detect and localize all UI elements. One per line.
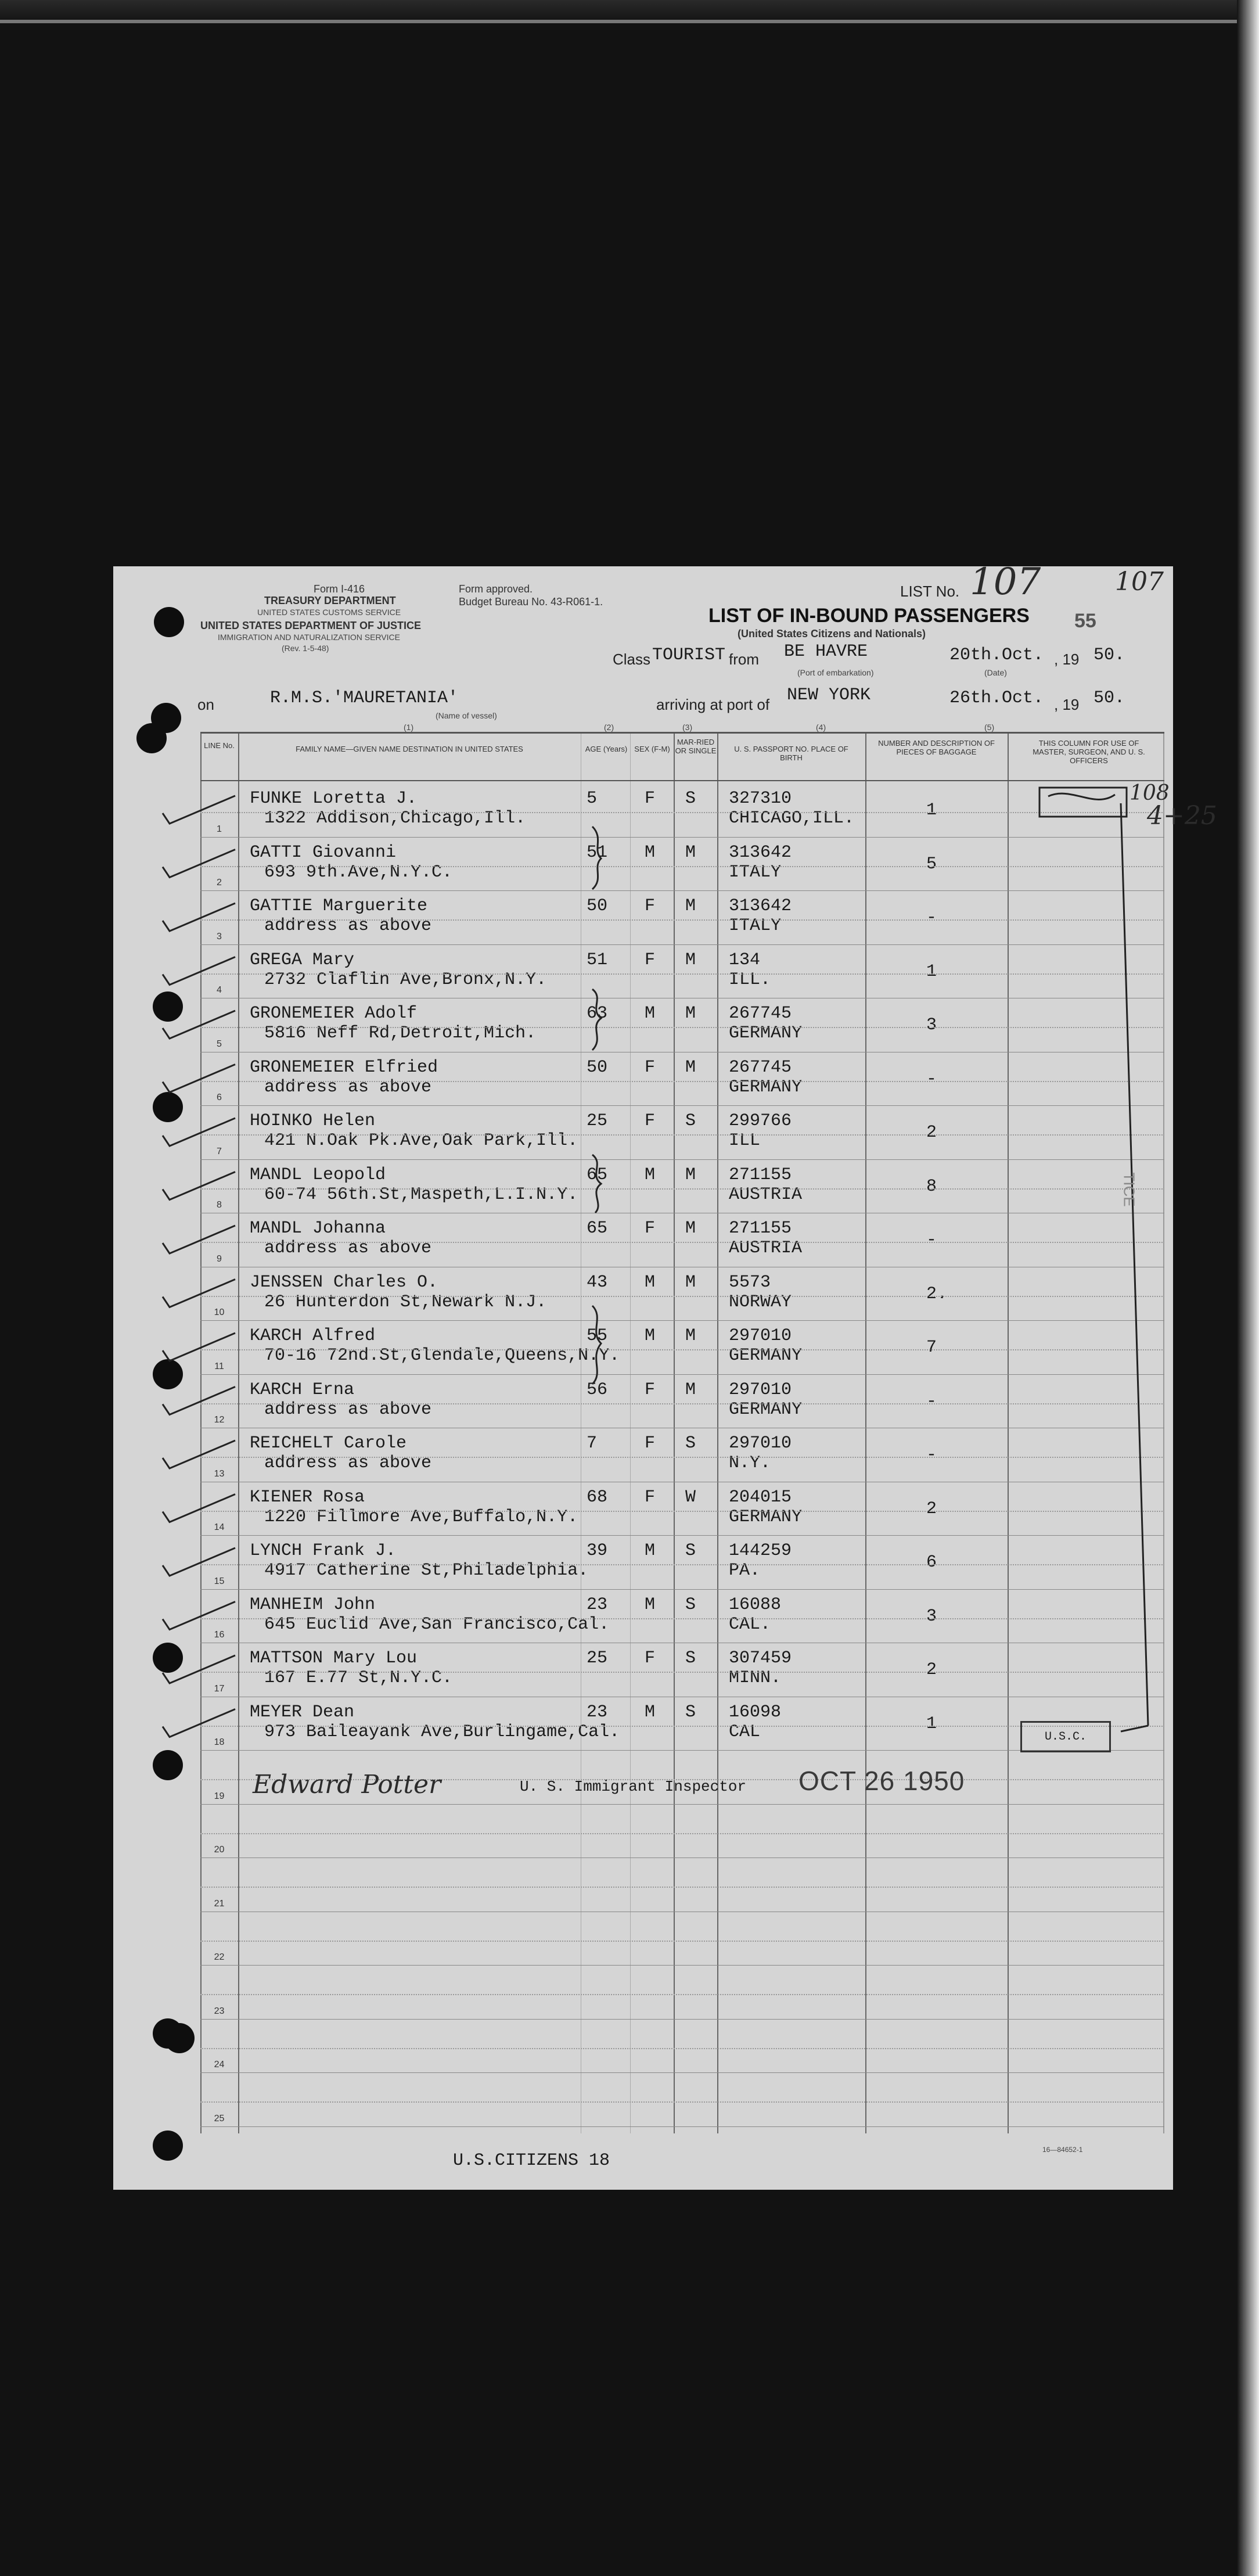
justice-dept: UNITED STATES DEPARTMENT OF JUSTICE bbox=[200, 620, 422, 631]
destination-address: 421 N.Oak Pk.Ave,Oak Park,Ill. bbox=[264, 1131, 578, 1151]
passport-number: 313642 bbox=[729, 896, 792, 916]
citizens-total: U.S.CITIZENS 18 bbox=[453, 2151, 610, 2171]
margin-check-mark bbox=[163, 796, 235, 824]
place-of-birth: AUSTRIA bbox=[729, 1184, 803, 1205]
marital-status-cell: M bbox=[685, 1219, 696, 1238]
place-of-birth: NORWAY bbox=[729, 1292, 792, 1312]
destination-address: 1220 Fillmore Ave,Buffalo,N.Y. bbox=[264, 1507, 578, 1527]
age-cell: 43 bbox=[587, 1272, 608, 1292]
sex-cell: M bbox=[645, 1272, 656, 1292]
place-of-birth: AUSTRIA bbox=[729, 1238, 803, 1258]
passenger-name: MANDL Johanna bbox=[250, 1219, 386, 1238]
baggage-count: - bbox=[926, 908, 937, 928]
marital-status-cell: M bbox=[685, 950, 696, 970]
margin-check-mark bbox=[163, 1065, 235, 1093]
passport-number: 327310 bbox=[729, 789, 792, 809]
sex-cell: F bbox=[645, 1111, 656, 1131]
passport-number: 313642 bbox=[729, 842, 792, 863]
row-number: 1 bbox=[217, 824, 222, 834]
row-number: 6 bbox=[217, 1093, 222, 1102]
col-header-name: FAMILY NAME—GIVEN NAME DESTINATION IN UNITED STATES bbox=[296, 745, 523, 753]
marital-status-cell: M bbox=[685, 1272, 696, 1292]
arrival-port: NEW YORK bbox=[787, 685, 871, 705]
marital-status-cell: S bbox=[685, 1594, 696, 1615]
print-code: 16—84652-1 bbox=[1042, 2146, 1083, 2154]
passenger-name: KARCH Erna bbox=[250, 1379, 355, 1400]
age-cell: 39 bbox=[587, 1541, 608, 1561]
passport-number: 299766 bbox=[729, 1111, 792, 1131]
margin-check-mark bbox=[163, 1387, 235, 1415]
list-title: LIST OF IN-BOUND PASSENGERS bbox=[708, 605, 1030, 627]
sex-cell: F bbox=[645, 789, 656, 809]
form-number: Form I-416 bbox=[314, 583, 365, 595]
row-number: 24 bbox=[214, 2060, 225, 2070]
destination-address: 693 9th.Ave,N.Y.C. bbox=[264, 862, 453, 882]
destination-address: address as above bbox=[264, 1238, 432, 1258]
margin-check-mark bbox=[163, 1709, 235, 1737]
baggage-count: 2 bbox=[926, 1123, 937, 1143]
col-index-1: (1) bbox=[404, 723, 414, 732]
destination-address: 2732 Claflin Ave,Bronx,N.Y. bbox=[264, 969, 547, 990]
col-index-2: (2) bbox=[604, 723, 614, 732]
corner-number: 107 bbox=[1115, 567, 1164, 597]
col-header-married: MAR-RIED OR SINGLE bbox=[675, 738, 717, 755]
destination-address: 70-16 72nd.St,Glendale,Queens,N.Y. bbox=[264, 1346, 620, 1366]
sex-cell: F bbox=[645, 1648, 656, 1668]
marital-status-cell: W bbox=[685, 1487, 696, 1507]
passport-number: 267745 bbox=[729, 1057, 792, 1077]
sex-cell: M bbox=[645, 1702, 656, 1722]
marital-status-cell: M bbox=[685, 1379, 696, 1400]
age-cell: 51 bbox=[587, 842, 608, 863]
embark-port: BE HAVRE bbox=[784, 642, 868, 662]
col-index-4: (4) bbox=[816, 723, 826, 732]
class-value: TOURIST bbox=[652, 645, 726, 665]
marital-status-cell: S bbox=[685, 1702, 696, 1722]
place-of-birth: GERMANY bbox=[729, 1023, 803, 1043]
col-index-3: (3) bbox=[682, 723, 693, 732]
row-number: 4 bbox=[217, 985, 222, 995]
family-bracket bbox=[592, 1306, 601, 1384]
passenger-name: GATTIE Marguerite bbox=[250, 896, 428, 916]
place-of-birth: N.Y. bbox=[729, 1453, 771, 1473]
place-of-birth: ILL bbox=[729, 1131, 761, 1151]
destination-address: 1322 Addison,Chicago,Ill. bbox=[264, 809, 526, 828]
budget-bureau: Budget Bureau No. 43-R061-1. bbox=[459, 596, 603, 608]
passenger-name: GREGA Mary bbox=[250, 950, 355, 970]
margin-checks-layer bbox=[157, 734, 241, 1756]
sex-cell: M bbox=[645, 1165, 656, 1185]
passport-number: 297010 bbox=[729, 1326, 792, 1346]
row-number: 23 bbox=[214, 2006, 225, 2016]
arrival-date: 26th.Oct. bbox=[949, 688, 1044, 708]
margin-check-mark bbox=[163, 903, 235, 931]
age-cell: 56 bbox=[587, 1379, 608, 1400]
depart-year-prefix: , 19 bbox=[1054, 651, 1080, 668]
col-header-baggage: NUMBER AND DESCRIPTION OF PIECES OF BAGGAGE bbox=[878, 739, 995, 756]
vessel-name: R.M.S.'MAURETANIA' bbox=[270, 688, 459, 708]
on-label: on bbox=[197, 696, 214, 713]
col-header-age: AGE (Years) bbox=[585, 745, 628, 753]
row-number: 5 bbox=[217, 1039, 222, 1049]
arrival-year: 50. bbox=[1093, 688, 1125, 708]
margin-check-mark bbox=[163, 1655, 235, 1683]
place-of-birth: ITALY bbox=[729, 916, 782, 936]
passenger-name: GRONEMEIER Elfried bbox=[250, 1057, 438, 1077]
age-cell: 51 bbox=[587, 950, 608, 970]
row-number: 18 bbox=[214, 1737, 225, 1747]
page-number: 55 bbox=[1074, 610, 1096, 632]
margin-check-mark bbox=[163, 850, 235, 878]
passenger-name: MANDL Leopold bbox=[250, 1165, 386, 1185]
place-of-birth: CAL. bbox=[729, 1614, 771, 1634]
sex-cell: M bbox=[645, 1594, 656, 1615]
place-of-birth: GERMANY bbox=[729, 1507, 803, 1527]
row-number: 17 bbox=[214, 1683, 225, 1694]
passenger-name: HOINKO Helen bbox=[250, 1111, 376, 1131]
baggage-count: - bbox=[926, 1069, 937, 1089]
place-of-birth: ILL. bbox=[729, 969, 771, 990]
destination-address: 645 Euclid Ave,San Francisco,Cal. bbox=[264, 1614, 610, 1634]
baggage-count: 1 bbox=[926, 961, 937, 982]
marital-status-cell: S bbox=[685, 1648, 696, 1668]
marital-status-cell: M bbox=[685, 896, 696, 916]
marital-status-cell: S bbox=[685, 1541, 696, 1561]
destination-address: 167 E.77 St,N.Y.C. bbox=[264, 1668, 453, 1688]
baggage-count: 6 bbox=[926, 1553, 937, 1572]
passport-number: 134 bbox=[729, 950, 761, 970]
arriving-label: arriving at port of bbox=[656, 696, 770, 713]
margin-check-mark bbox=[163, 1333, 235, 1361]
baggage-count: - bbox=[926, 1445, 937, 1465]
passport-number: 16098 bbox=[729, 1702, 782, 1722]
date-caption: (Date) bbox=[984, 668, 1007, 677]
passport-number: 267745 bbox=[729, 1004, 792, 1023]
list-subtitle: (United States Citizens and Nationals) bbox=[738, 628, 926, 639]
sex-cell: F bbox=[645, 896, 656, 916]
treasury-dept: TREASURY DEPARTMENT bbox=[264, 595, 396, 606]
passenger-name: JENSSEN Charles O. bbox=[250, 1272, 438, 1292]
passenger-name: MATTSON Mary Lou bbox=[250, 1648, 418, 1668]
passport-number: 144259 bbox=[729, 1541, 792, 1561]
officer-note-2: 4+25 bbox=[1147, 801, 1217, 831]
destination-address: address as above bbox=[264, 1399, 432, 1420]
margin-check-mark bbox=[163, 1011, 235, 1039]
row-number: 11 bbox=[214, 1361, 224, 1371]
passport-number: 297010 bbox=[729, 1379, 792, 1400]
marital-status-cell: S bbox=[685, 1433, 696, 1453]
customs-service: UNITED STATES CUSTOMS SERVICE bbox=[257, 608, 401, 617]
baggage-count: 2. bbox=[926, 1284, 948, 1304]
margin-check-mark bbox=[163, 957, 235, 985]
baggage-count: 3 bbox=[926, 1606, 937, 1626]
baggage-count: - bbox=[926, 1391, 937, 1411]
scan-right-edge bbox=[1237, 0, 1259, 2576]
row-number: 9 bbox=[217, 1253, 222, 1264]
age-cell: 25 bbox=[587, 1111, 608, 1131]
age-cell: 23 bbox=[587, 1702, 608, 1722]
citizen-stamp: U.S.C. bbox=[1020, 1721, 1111, 1752]
form-approved: Form approved. bbox=[459, 583, 533, 595]
age-cell: 65 bbox=[587, 1165, 608, 1185]
margin-check-mark bbox=[163, 1548, 235, 1576]
destination-address: 973 Baileayank Ave,Burlingame,Cal. bbox=[264, 1722, 620, 1742]
sex-cell: F bbox=[645, 1219, 656, 1238]
punch-hole bbox=[154, 607, 184, 637]
destination-address: address as above bbox=[264, 916, 432, 936]
edge-text: TICE bbox=[1120, 1172, 1138, 1207]
passport-number: 204015 bbox=[729, 1487, 792, 1507]
family-bracket bbox=[592, 989, 601, 1050]
destination-address: 4917 Catherine St,Philadelphia. bbox=[264, 1561, 589, 1580]
list-label: LIST No. bbox=[900, 583, 960, 600]
marital-status-cell: M bbox=[685, 1057, 696, 1077]
baggage-count: 7 bbox=[926, 1338, 937, 1357]
family-bracket bbox=[592, 1155, 601, 1213]
passport-number: 297010 bbox=[729, 1433, 792, 1453]
destination-address: 60-74 56th.St,Maspeth,L.I.N.Y. bbox=[264, 1184, 578, 1205]
sex-cell: F bbox=[645, 1487, 656, 1507]
baggage-count: 2 bbox=[926, 1660, 937, 1680]
margin-check-mark bbox=[163, 1226, 235, 1253]
baggage-count: 5 bbox=[926, 854, 937, 874]
passenger-name: FUNKE Loretta J. bbox=[250, 789, 418, 809]
passenger-name: GRONEMEIER Adolf bbox=[250, 1004, 418, 1023]
row-number: 7 bbox=[217, 1146, 222, 1156]
scan-edge-line bbox=[0, 20, 1237, 23]
age-cell: 50 bbox=[587, 1057, 608, 1077]
row-number: 8 bbox=[217, 1200, 222, 1210]
marital-status-cell: M bbox=[685, 842, 696, 863]
inspector-label: U. S. Immigrant Inspector bbox=[520, 1778, 747, 1795]
row-number: 15 bbox=[214, 1576, 225, 1586]
sex-cell: M bbox=[645, 1004, 656, 1023]
age-cell: 63 bbox=[587, 1004, 608, 1023]
list-number-handwritten: 107 bbox=[970, 561, 1041, 603]
destination-address: address as above bbox=[264, 1453, 432, 1473]
row-number: 19 bbox=[214, 1791, 225, 1801]
marital-status-cell: S bbox=[685, 789, 696, 809]
col-header-line: LINE No. bbox=[204, 741, 235, 750]
embark-caption: (Port of embarkation) bbox=[797, 668, 874, 677]
passport-number: 307459 bbox=[729, 1648, 792, 1668]
passport-number: 271155 bbox=[729, 1165, 792, 1185]
place-of-birth: ITALY bbox=[729, 862, 782, 882]
passenger-name: LYNCH Frank J. bbox=[250, 1541, 397, 1561]
baggage-count: 1 bbox=[926, 800, 937, 820]
baggage-count: 1 bbox=[926, 1713, 937, 1734]
age-cell: 50 bbox=[587, 896, 608, 916]
sex-cell: F bbox=[645, 1057, 656, 1077]
place-of-birth: PA. bbox=[729, 1561, 761, 1580]
baggage-count: - bbox=[926, 1230, 937, 1250]
age-cell: 65 bbox=[587, 1219, 608, 1238]
margin-check-mark bbox=[163, 1602, 235, 1630]
passenger-name: MEYER Dean bbox=[250, 1702, 355, 1722]
row-number: 21 bbox=[214, 1898, 225, 1909]
sex-cell: F bbox=[645, 1433, 656, 1453]
from-label: from bbox=[729, 651, 759, 668]
row-number: 2 bbox=[217, 878, 222, 888]
sex-cell: M bbox=[645, 1326, 656, 1346]
baggage-count: 8 bbox=[926, 1176, 937, 1197]
place-of-birth: CHICAGO,ILL. bbox=[729, 809, 855, 828]
officer-check-line bbox=[1121, 1726, 1148, 1731]
place-of-birth: GERMANY bbox=[729, 1399, 803, 1420]
baggage-count: 2 bbox=[926, 1499, 937, 1519]
punch-hole bbox=[164, 2023, 195, 2053]
baggage-count: 3 bbox=[926, 1015, 937, 1035]
marital-status-cell: S bbox=[685, 1111, 696, 1131]
depart-date: 20th.Oct. bbox=[949, 645, 1044, 665]
row-number: 10 bbox=[214, 1307, 225, 1317]
margin-check-mark bbox=[163, 1172, 235, 1200]
passenger-name: KIENER Rosa bbox=[250, 1487, 365, 1507]
destination-address: 5816 Neff Rd,Detroit,Mich. bbox=[264, 1023, 537, 1043]
place-of-birth: MINN. bbox=[729, 1668, 782, 1688]
depart-year: 50. bbox=[1093, 645, 1125, 665]
sex-cell: F bbox=[645, 1379, 656, 1400]
punch-hole bbox=[153, 2131, 183, 2161]
place-of-birth: GERMANY bbox=[729, 1077, 803, 1097]
marital-status-cell: M bbox=[685, 1165, 696, 1185]
margin-check-mark bbox=[163, 1440, 235, 1468]
col-header-passport: U. S. PASSPORT NO. PLACE OF BIRTH bbox=[734, 745, 848, 762]
passenger-table bbox=[200, 732, 1217, 2133]
row-number: 12 bbox=[214, 1415, 225, 1425]
sex-cell: F bbox=[645, 950, 656, 970]
passenger-name: KARCH Alfred bbox=[250, 1326, 376, 1346]
col-header-sex: SEX (F-M) bbox=[634, 745, 670, 753]
family-brackets-layer bbox=[491, 734, 735, 1756]
ins-service: IMMIGRATION AND NATURALIZATION SERVICE bbox=[218, 633, 400, 642]
marital-status-cell: M bbox=[685, 1326, 696, 1346]
age-cell: 23 bbox=[587, 1594, 608, 1615]
row-number: 13 bbox=[214, 1468, 225, 1479]
row-number: 16 bbox=[214, 1630, 225, 1640]
row-number: 22 bbox=[214, 1952, 225, 1962]
passport-number: 16088 bbox=[729, 1594, 782, 1615]
row-number: 20 bbox=[214, 1845, 225, 1855]
form-revision: (Rev. 1-5-48) bbox=[282, 644, 329, 653]
age-cell: 7 bbox=[587, 1433, 598, 1453]
sex-cell: M bbox=[645, 1541, 656, 1561]
row-number: 3 bbox=[217, 931, 222, 942]
date-stamp: OCT 26 1950 bbox=[798, 1766, 965, 1796]
col-index-5: (5) bbox=[984, 723, 995, 732]
age-cell: 25 bbox=[587, 1648, 608, 1668]
family-bracket bbox=[592, 827, 601, 889]
officer-scribble bbox=[1048, 793, 1115, 799]
place-of-birth: GERMANY bbox=[729, 1346, 803, 1366]
officer-check-line bbox=[1121, 803, 1148, 1726]
age-cell: 55 bbox=[587, 1326, 608, 1346]
arrival-year-prefix: , 19 bbox=[1054, 696, 1080, 713]
margin-check-mark bbox=[163, 1118, 235, 1146]
class-label: Class bbox=[613, 651, 651, 668]
age-cell: 5 bbox=[587, 789, 598, 809]
passenger-name: MANHEIM John bbox=[250, 1594, 376, 1615]
passport-number: 5573 bbox=[729, 1272, 771, 1292]
passenger-name: GATTI Giovanni bbox=[250, 842, 397, 863]
manifest-page bbox=[113, 561, 1217, 2190]
place-of-birth: CAL bbox=[729, 1722, 761, 1742]
margin-check-mark bbox=[163, 1280, 235, 1307]
officer-note-box bbox=[1039, 788, 1127, 817]
age-cell: 68 bbox=[587, 1487, 608, 1507]
row-number: 25 bbox=[214, 2113, 225, 2124]
marital-status-cell: M bbox=[685, 1004, 696, 1023]
col-header-officers: THIS COLUMN FOR USE OF MASTER, SURGEON, AND U. S. OFFICERS bbox=[1033, 739, 1145, 765]
officer-note-1: 108 bbox=[1129, 781, 1170, 805]
passport-number: 271155 bbox=[729, 1219, 792, 1238]
inspector-signature: Edward Potter bbox=[253, 1770, 441, 1799]
sex-cell: M bbox=[645, 842, 656, 863]
passenger-name: REICHELT Carole bbox=[250, 1433, 407, 1453]
vessel-caption: (Name of vessel) bbox=[436, 711, 497, 720]
margin-check-mark bbox=[163, 1494, 235, 1522]
destination-address: 26 Hunterdon St,Newark N.J. bbox=[264, 1292, 547, 1312]
officer-annotation-layer bbox=[1008, 734, 1164, 2133]
destination-address: address as above bbox=[264, 1077, 432, 1097]
row-number: 14 bbox=[214, 1522, 225, 1532]
